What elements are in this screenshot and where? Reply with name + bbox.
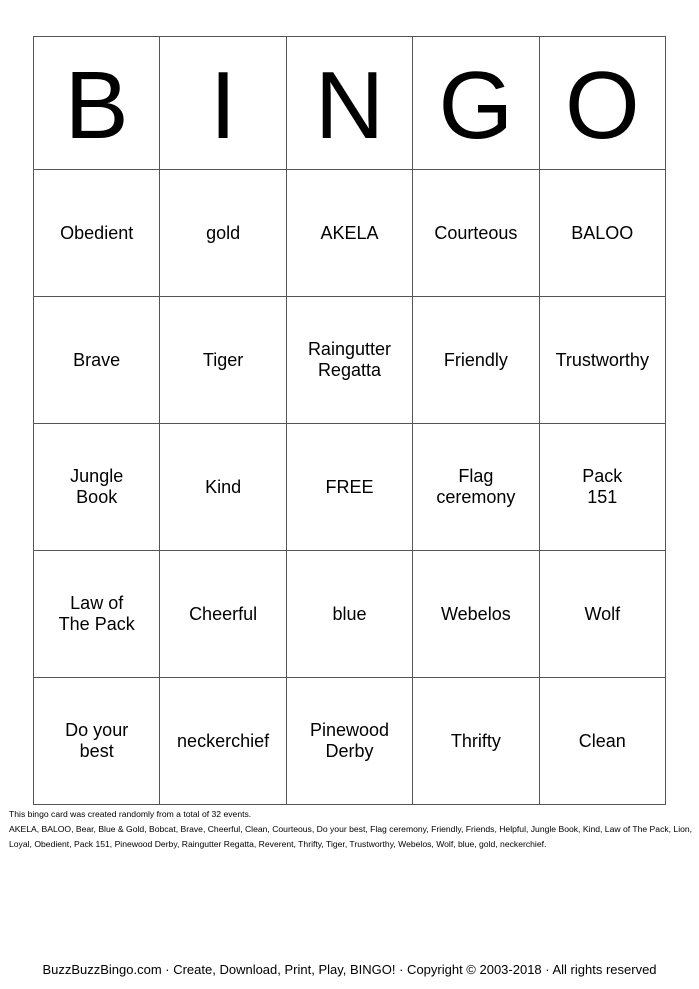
bingo-cell	[413, 424, 539, 551]
bingo-cell	[160, 170, 286, 297]
bingo-cell-text: BALOO	[571, 222, 634, 243]
bingo-cell	[286, 170, 412, 297]
bingo-cell-text: AKELA	[320, 222, 379, 243]
footer-copyright: BuzzBuzzBingo.com · Create, Download, Print, Play, BINGO! · Copyright © 2003-2018 · All rights reserved	[42, 962, 657, 977]
bingo-cell-text: Wolf	[584, 603, 621, 624]
bingo-cell-text: Law of The Pack	[58, 593, 135, 634]
bingo-cell	[160, 424, 286, 551]
bingo-cell	[539, 551, 665, 678]
bingo-cell-text: Webelos	[441, 603, 511, 624]
bingo-row	[34, 678, 666, 805]
event-list-note	[9, 807, 693, 852]
bingo-cell-text: Pinewood Derby	[309, 720, 389, 761]
bingo-cell-text: Flag ceremony	[436, 466, 516, 507]
bingo-row	[34, 170, 666, 297]
bingo-cell-text: neckerchief	[177, 730, 270, 751]
bingo-cell-text: Jungle Book	[70, 466, 124, 507]
bingo-row	[34, 424, 666, 551]
bingo-cell	[539, 424, 665, 551]
bingo-cell-text: Clean	[578, 730, 626, 751]
bingo-cell	[413, 297, 539, 424]
event-count-text: This bingo card was created randomly from a total of 32 events.	[9, 809, 252, 819]
bingo-cell-text: gold	[206, 222, 241, 243]
bingo-cell	[286, 551, 412, 678]
bingo-cell	[413, 678, 539, 805]
bingo-cell	[34, 678, 160, 805]
bingo-row	[34, 551, 666, 678]
bingo-cell	[34, 297, 160, 424]
bingo-row	[34, 297, 666, 424]
bingo-cell-text: Courteous	[434, 222, 518, 243]
bingo-cell-text: Kind	[205, 476, 242, 497]
bingo-cell	[34, 424, 160, 551]
bingo-cell	[286, 297, 412, 424]
bingo-cell	[539, 170, 665, 297]
bingo-cell-text: Thrifty	[450, 730, 501, 751]
bingo-free-cell	[286, 424, 412, 551]
header-letter: N	[286, 37, 412, 170]
bingo-header-row	[34, 37, 666, 170]
bingo-cell-text: Cheerful	[189, 603, 258, 624]
bingo-cell-text: Brave	[73, 349, 121, 370]
bingo-cell-text: Raingutter Regatta	[307, 339, 391, 380]
bingo-cell-text: Friendly	[443, 349, 508, 370]
bingo-cell-text: Do your best	[65, 720, 129, 761]
bingo-cell-text: blue	[332, 603, 367, 624]
bingo-cell-text: Tiger	[202, 349, 244, 370]
bingo-cell	[160, 678, 286, 805]
header-letter: I	[160, 37, 286, 170]
bingo-cell	[539, 678, 665, 805]
bingo-cell	[413, 170, 539, 297]
bingo-card	[33, 36, 666, 805]
bingo-cell	[160, 297, 286, 424]
bingo-cell-text: FREE	[325, 476, 374, 497]
event-list-text: AKELA, BALOO, Bear, Blue & Gold, Bobcat, Brave, Cheerful, Clean, Courteous, Do your best, Flag ceremony, Friendly, Friends, Helpful, Jungle Book, Kind, Law of The Pack, Lion, Loyal, Obedient, Pack 151, Pinewood Derby, Raingutter Regatta, Reverent, Thrifty, Tiger, Trustworthy, Webelos, Wolf, blue, gold, neckerchief.	[9, 824, 693, 849]
bingo-cell	[34, 551, 160, 678]
header-letter: B	[34, 37, 160, 170]
bingo-cell-text: Trustworthy	[555, 349, 649, 370]
bingo-cell	[34, 170, 160, 297]
header-letter: O	[539, 37, 665, 170]
bingo-cell	[413, 551, 539, 678]
bingo-cell	[160, 551, 286, 678]
bingo-cell	[286, 678, 412, 805]
bingo-cell-text: Pack 151	[582, 466, 623, 507]
bingo-cell-text: Obedient	[60, 222, 134, 243]
header-letter: G	[413, 37, 539, 170]
bingo-cell	[539, 297, 665, 424]
